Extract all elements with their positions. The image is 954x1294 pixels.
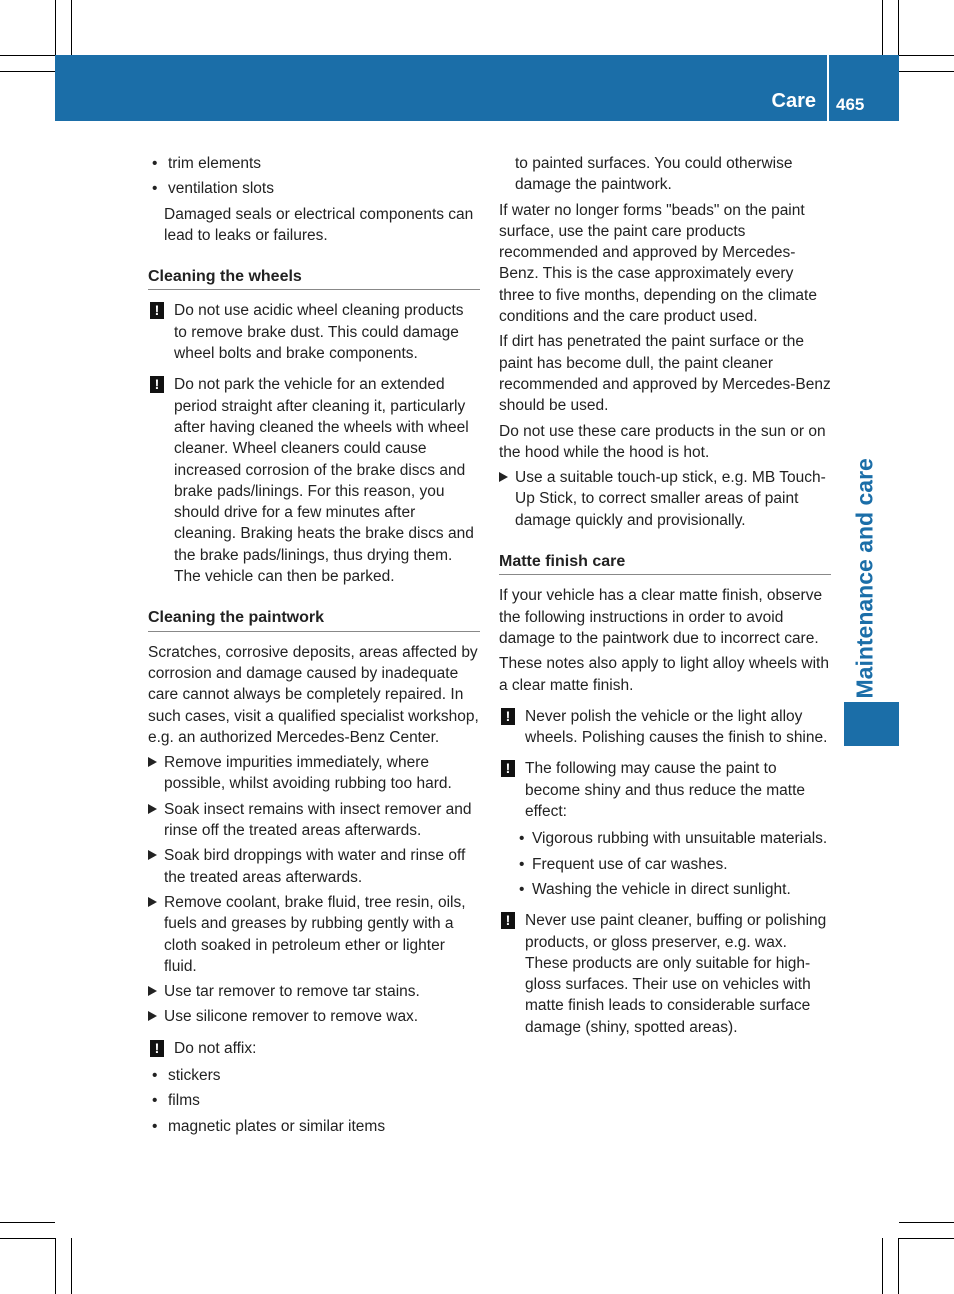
left-column (148, 153, 480, 1141)
step-item: Use a suitable touch-up stick, e.g. MB Touch-Up Stick, to correct smaller areas of paint damage quickly and provisionally. (499, 467, 831, 531)
arrow-icon (148, 757, 157, 767)
warning-note: ! Do not affix: (148, 1038, 480, 1059)
paragraph: These notes also apply to light alloy wheels with a clear matte finish. (499, 655, 829, 694)
crop-mark (899, 1222, 954, 1223)
arrow-icon (148, 1011, 157, 1021)
heading-cleaning-wheels: Cleaning the wheels (148, 266, 480, 290)
bullet-icon: • (519, 880, 525, 898)
list-item: • ventilation slots (148, 178, 480, 199)
crop-mark (0, 55, 55, 56)
list-item: • stickers (148, 1065, 480, 1086)
warning-note: ! Never polish the vehicle or the light alloy wheels. Polishing causes the finish to shine. (499, 706, 831, 749)
warning-icon: ! (501, 912, 515, 929)
warning-note: ! Do not park the vehicle for an extended period straight after cleaning it, particularly after having cleaned the wheels with wheel cleaner. Wheel cleaners could cause increased corrosion of the brake discs and brake pads/linings. For this reason, you should drive for a few minutes after cleaning. Braking heats the brake discs and the brake pads/linings, thus drying them. The vehicle can then be parked. (148, 374, 480, 587)
crop-mark (55, 0, 56, 55)
warning-icon: ! (501, 708, 515, 725)
crop-mark (899, 55, 954, 56)
crop-mark (882, 1238, 883, 1294)
warning-note: ! Do not use acidic wheel cleaning products to remove brake dust. This could damage wheel bolts and brake components. (148, 300, 480, 364)
paragraph: If water no longer forms "beads" on the paint surface, use the paint care products recommended and approved by Mercedes-Benz. This is the case approximately every three to five months, depending on the climate conditions and the care product used. (499, 201, 817, 326)
crop-mark (0, 1238, 55, 1239)
arrow-icon (499, 472, 508, 482)
warning-icon: ! (150, 302, 164, 319)
crop-mark (55, 1238, 56, 1294)
list-item: • magnetic plates or similar items (148, 1116, 480, 1137)
list-item: • Frequent use of car washes. (499, 854, 831, 875)
list-item: • trim elements (148, 153, 480, 174)
bullet-icon: • (152, 1117, 158, 1135)
side-label (851, 455, 878, 699)
warning-icon: ! (150, 376, 164, 393)
bullet-icon: • (152, 1092, 158, 1110)
paragraph: Do not use these care products in the sun or on the hood while the hood is hot. (499, 422, 826, 461)
arrow-icon (148, 897, 157, 907)
paragraph: Scratches, corrosive deposits, areas affected by corrosion and damage caused by inadequate care cannot always be completely repaired. In such cases, visit a qualified specialist workshop, e.g. an authorized Mercedes-Benz Center. (148, 643, 479, 746)
warning-note: ! The following may cause the paint to become shiny and thus reduce the matte effect: (499, 758, 831, 822)
bullet-icon: • (152, 1066, 158, 1084)
arrow-icon (148, 986, 157, 996)
bullet-icon: • (519, 855, 525, 873)
arrow-icon (148, 850, 157, 860)
step-item: Use tar remover to remove tar stains. (148, 981, 480, 1002)
bullet-icon: • (152, 180, 158, 198)
step-item: Use silicone remover to remove wax. (148, 1006, 480, 1027)
crop-mark (898, 0, 899, 55)
warning-icon: ! (501, 760, 515, 777)
step-item: Soak bird droppings with water and rinse off the treated areas afterwards. (148, 845, 480, 888)
crop-mark (899, 1238, 954, 1239)
right-column (499, 153, 831, 1048)
step-item: Remove coolant, brake fluid, tree resin, oils, fuels and greases by rubbing gently with a cloth soaked in petroleum ether or lighter fluid. (148, 892, 480, 977)
crop-mark (0, 71, 55, 72)
side-label-text: Maintenance and care (851, 458, 878, 699)
paragraph: If your vehicle has a clear matte finish, observe the following instructions in order to avoid damage to the paintwork due to incorrect care. (499, 587, 823, 647)
crop-mark (71, 0, 72, 55)
paragraph: to painted surfaces. You could otherwise damage the paintwork. (515, 155, 793, 194)
crop-mark (71, 1238, 72, 1294)
page-number: 465 (836, 95, 865, 114)
step-item: Soak insect remains with insect remover and rinse off the treated areas afterwards. (148, 799, 480, 842)
warning-note: ! Never use paint cleaner, buffing or polishing products, or gloss preserver, e.g. wax. These products are only suitable for high-gloss surfaces. Their use on vehicles with matte finish leads to considerable surface damage (shiny, spotted areas). (499, 910, 831, 1038)
heading-cleaning-paintwork: Cleaning the paintwork (148, 607, 480, 631)
list-item: • Vigorous rubbing with unsuitable materials. (499, 828, 831, 849)
bullet-icon: • (519, 830, 525, 848)
crop-mark (898, 1238, 899, 1294)
list-item: • Washing the vehicle in direct sunlight. (499, 879, 831, 900)
bullet-icon: • (152, 155, 158, 172)
paragraph: If dirt has penetrated the paint surface or the paint has become dull, the paint cleaner recommended and approved by Mercedes-Benz should be used. (499, 333, 831, 415)
heading-matte-finish: Matte finish care (499, 551, 831, 575)
crop-mark (0, 1222, 55, 1223)
warning-icon: ! (150, 1040, 164, 1057)
header-divider (827, 55, 829, 121)
step-item: Remove impurities immediately, where possible, whilst avoiding rubbing too hard. (148, 752, 480, 795)
list-item: • films (148, 1090, 480, 1111)
arrow-icon (148, 804, 157, 814)
section-title: Care (771, 90, 816, 112)
paragraph: Damaged seals or electrical components can lead to leaks or failures. (164, 205, 474, 244)
crop-mark (882, 0, 883, 55)
side-tab (844, 702, 899, 746)
crop-mark (899, 71, 954, 72)
